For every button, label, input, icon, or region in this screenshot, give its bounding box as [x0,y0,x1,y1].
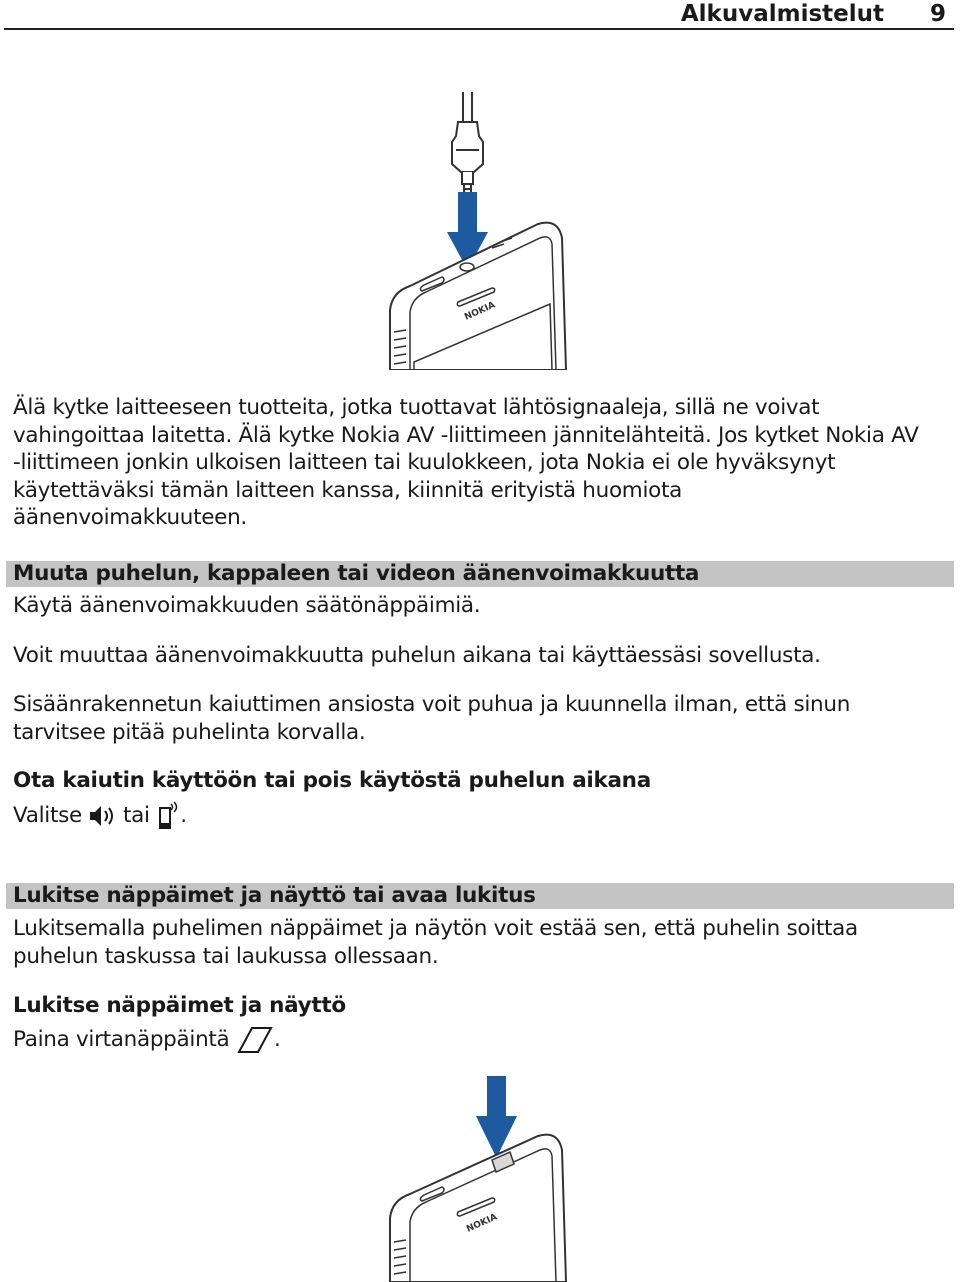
volume-para-1: Käytä äänenvoimakkuuden säätönäppäimiä. [13,593,481,618]
section-title-lock: Lukitse näppäimet ja näyttö tai avaa lukitus [13,883,536,908]
page-header [4,0,954,30]
press-arrow [476,1076,517,1158]
bottom-phone-brand: NOKIA [465,1212,499,1235]
volume-para-3: Sisäänrakennetun kaiuttimen ansiosta voit puhua ja kuunnella ilman, että sinun tarvitsee pitää puhelinta korvalla. [13,692,851,745]
lock-subheading: Lukitse näppäimet ja näyttö [13,993,346,1018]
press-power-instruction [13,1025,920,1055]
top-phone-brand: NOKIA [463,300,497,323]
volume-para-2: Voit muuttaa äänenvoimakkuutta puhelun aikana tai käyttäessäsi sovellusta. [13,643,821,668]
handset-icon [156,801,180,831]
warning-paragraph: Älä kytke laitteeseen tuotteita, jotka tuottavat lähtösignaaleja, sillä ne voivat vahingoittaa laitetta. Älä kytke Nokia AV -liittimeen jännitelähteitä. Jos kytket Nokia AV -liittimeen jonkin ulkoisen laitteen tai kuulokkeen, jota Nokia ei ole hyväksynyt käytettäväksi tämän laitteen kanssa, kiinnitä erityistä huomiota äänenvoimakkuuteen. [13,395,919,530]
press-end: . [273,1027,281,1052]
section-header-volume [6,561,954,587]
select-speaker-instruction [13,801,920,831]
power-key-illustration [380,1076,580,1282]
av-connector-illustration [380,92,580,370]
select-prefix: Valitse [13,803,82,828]
select-end: . [180,803,187,828]
speaker-on-icon [88,803,116,829]
lock-para-1: Lukitsemalla puhelimen näppäimet ja näytön voit estää sen, että puhelin soittaa puhelun taskussa tai laukussa ollessaan. [13,916,858,969]
power-key-icon [236,1026,274,1054]
header-title: Alkuvalmistelut [680,1,884,27]
section-title-volume: Muuta puhelun, kappaleen tai videon äänenvoimakkuutta [13,561,700,586]
section-header-lock [6,883,954,909]
press-prefix: Paina virtanäppäintä [13,1027,230,1052]
page-number: 9 [929,1,946,27]
loudspeaker-subheading: Ota kaiutin käyttöön tai pois käytöstä puhelun aikana [13,768,651,793]
select-or: tai [123,803,150,828]
